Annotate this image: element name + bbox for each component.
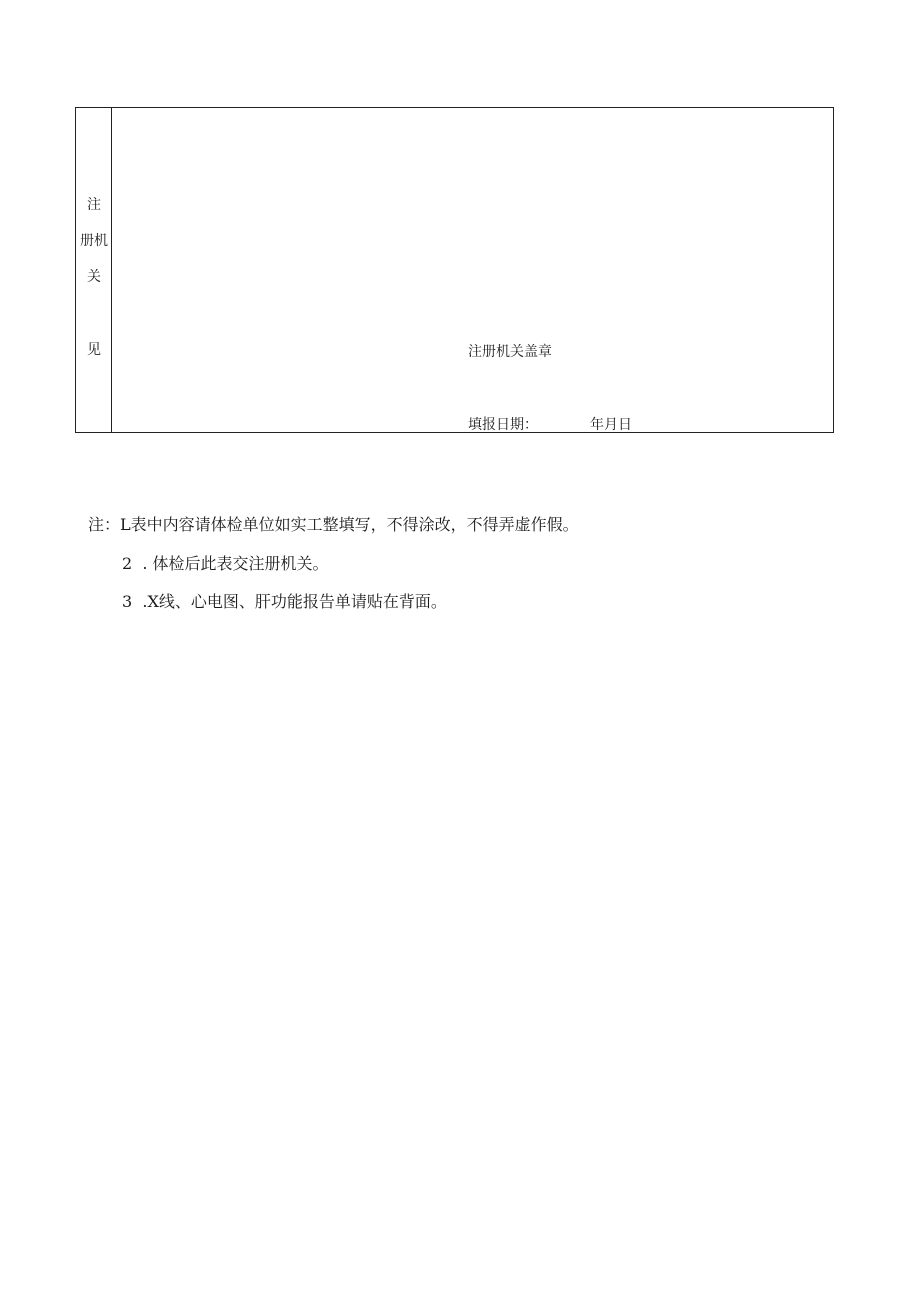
opinion-label-line: 册机 bbox=[80, 233, 108, 249]
note-item: 注：L表中内容请体检单位如实工整填写，不得涂改，不得弄虚作假。 bbox=[88, 515, 579, 534]
opinion-label-column bbox=[76, 108, 112, 432]
note-item: 3 .X线、心电图、肝功能报告单请贴在背面。 bbox=[122, 592, 447, 611]
fill-date-ymd: 年月日 bbox=[590, 417, 632, 433]
note-item: 2 . 体检后此表交注册机关。 bbox=[122, 554, 329, 573]
opinion-label-line: 见 bbox=[87, 342, 101, 358]
registration-authority-opinion-box bbox=[75, 107, 834, 433]
opinion-label-line: 注 bbox=[87, 197, 101, 213]
opinion-label-line: 关 bbox=[87, 269, 101, 285]
fill-date-label: 填报日期： bbox=[468, 417, 538, 433]
seal-caption: 注册机关盖章 bbox=[468, 344, 552, 360]
